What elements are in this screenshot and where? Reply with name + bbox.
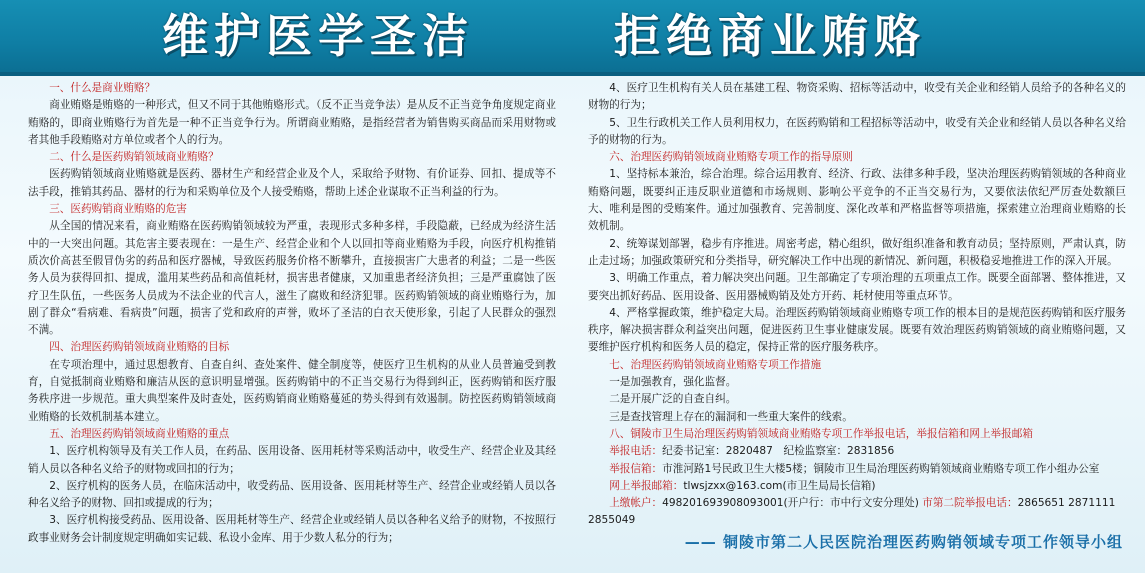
section-5-item: 1、医疗机构领导及有关工作人员，在药品、医用设备、医用耗材等采购活动中，收受生产、经营企业及其经销人员以各种名义给予的财物或回扣的行为； [28,445,556,475]
account-label: 上缴帐户： [609,497,663,510]
section-4-heading: 四、治理医药购销领域商业贿赂的目标 [49,341,230,354]
section-6-item: 1、坚持标本兼治，综合治理。综合运用教育、经济、行政、法律多种手段，坚决治理医药购销领域的各种商业贿赂问题，既要纠正违反职业道德和市场规则、影响公平竞争的不正当交易行为，又要依法依纪严厉查处数额巨大、唯利是图的受贿案件。通过加强教育、完善制度、深化改革和严格监督等项措施，探索建立治理商业贿赂的长效机制。 [588,168,1126,233]
report-phone-label: 举报电话： [609,445,663,458]
report-phone-value: 纪委书记室：2820487 纪检监察室：2831856 [662,445,895,458]
right-column [588,80,1126,530]
section-4-body: 在专项治理中，通过思想教育、自查自纠、查处案件、健全制度等，使医疗卫生机构的从业人员普遍受到教育，自觉抵制商业贿赂和廉洁从医的意识明显增强。医药购销中的不正当交易行为得到纠正，医药购销和医疗服务秩序进一步规范。重大典型案件及时查处，医药购销商业贿赂蔓延的势头得到有效遏制。防控医药购销领域商业贿赂的长效机制基本建立。 [28,358,556,423]
section-5-item: 2、医疗机构的医务人员，在临床活动中，收受药品、医用设备、医用耗材等生产、经营企业或经销人员以各种名义给予的财物、回扣或提成的行为； [28,479,556,510]
section-8-heading: 八、铜陵市卫生局治理医药购销领域商业贿赂专项工作举报电话，举报信箱和网上举报邮箱 [609,427,1033,440]
signature: —— 铜陵市第二人民医院治理医药购销领域专项工作领导小组 [684,533,1123,551]
section-5-item: 4、医疗卫生机构有关人员在基建工程、物资采购、招标等活动中，收受有关企业和经销人员给予的各种名义的财物的行为； [588,82,1126,112]
section-6-heading: 六、治理医药购销领域商业贿赂专项工作的指导原则 [609,151,853,164]
report-email [588,478,1126,495]
banner-title-right: 拒绝商业贿赂 [614,9,926,63]
section-5-item: 5、卫生行政机关工作人员利用权力，在医药购销和工程招标等活动中，收受有关企业和经销人员以各种名义给予的财物的行为。 [588,116,1126,146]
hospital-phone-value: 2865651 2871111 2855049 [588,497,1116,527]
section-7-item: 一是加强教育，强化监督。 [609,376,737,389]
section-7-heading: 七、治理医药购销领域商业贿赂专项工作措施 [609,358,822,371]
section-7-item: 三是查找管理上存在的漏洞和一些重大案件的线索。 [609,410,853,423]
report-mailbox-label: 举报信箱： [609,462,663,475]
left-column [28,80,556,547]
section-7-item: 二是开展广泛的自查自纠。 [609,393,737,406]
section-6-item: 4、严格掌握政策，维护稳定大局。治理医药购销领域商业贿赂专项工作的根本目的是规范医药购销和医疗服务秩序，解决损害群众利益突出问题，促进医药卫生事业健康发展。既要有效治理医药购销领域的商业贿赂问题，又要维护医疗机构和医务人员的稳定，保持正常的医疗服务秩序。 [588,306,1126,354]
section-1-body: 商业贿赂是贿赂的一种形式，但又不同于其他贿赂形式。（反不正当竞争法）是从反不正当竞争角度规定商业贿赂的，即商业贿赂行为首先是一种不正当竞争行为。所谓商业贿赂，是指经营者为销售购买商品而采用财物或者其他手段贿赂对方单位或者个人的行为。 [28,99,556,146]
section-2-heading: 二、什么是医药购销领域商业贿赂？ [49,151,219,164]
banner-title-left: 维护医学圣洁 [162,9,474,63]
report-email-value: tlwsjzxx@163.com(市卫生局局长信箱) [683,479,876,492]
report-phone [588,443,1126,460]
section-5-item: 3、医疗机构接受药品、医用设备、医用耗材等生产、经营企业或经销人员以各种名义给予的财物，不按照行政事业财务会计制度规定明确如实记载、私设小金库、用于少数人私分的行为； [28,514,556,544]
section-3-body: 从全国的情况来看，商业贿赂在医药购销领域较为严重，表现形式多种多样，手段隐蔽，已经成为经济生活中的一大突出问题。其危害主要表现在：一是生产、经营企业和个人以回扣等商业贿赂为手段，向医疗机构推销质次价高甚至假冒伪劣的药品和医疗器械，导致医药服务价格不断攀升，直接损害广大患者的利益；二是一些医务人员为获得回扣、提成，滥用某些药品和高值耗材，损害患者健康，又加重患者经济负担；三是严重腐蚀了医疗卫生队伍，一些医务人员成为不法企业的代言人，滋生了腐败和经济犯罪。医药购销领域的商业贿赂行为，加剧了群众“看病难、看病贵”问题，损害了党和政府的声誉，败坏了圣洁的白衣天使形象，引起了人民群众的强烈不满。 [28,220,556,337]
section-1-heading: 一、什么是商业贿赂？ [49,82,156,94]
section-3-heading: 三、医药购销商业贿赂的危害 [49,203,187,216]
section-6-item: 2、统筹谋划部署，稳步有序推进。周密考虑，精心组织，做好组织准备和教育动员；坚持原则，严肃认真，防止走过场；加强政策研究和分类指导，研究解决工作中出现的新情况、新问题，积极稳妥地推进工作的深入开展。 [588,237,1126,267]
account-and-hospital-phone [588,495,1126,530]
section-6-item: 3、明确工作重点，着力解决突出问题。卫生部确定了专项治理的五项重点工作。既要全面部署、整体推进，又要突出抓好药品、医用设备、医用器械购销及处方开药、耗材使用等重点环节。 [588,272,1126,302]
report-mailbox [588,461,1126,478]
report-email-label: 网上举报邮箱： [609,479,684,492]
hospital-phone-label: 市第二院举报电话： [922,497,1018,510]
title-banner [0,0,1145,76]
section-5-heading: 五、治理医药购销领域商业贿赂的重点 [49,427,230,440]
section-2-body: 医药购销领域商业贿赂就是医药、器材生产和经营企业及个人，采取给予财物、有价证券、回扣、提成等不法手段，推销其药品、器材的行为和采购单位及个人接受贿赂，帮助上述企业谋取不正当利益的行为。 [28,168,556,198]
report-mailbox-value: 市淮河路1号民政卫生大楼5楼；铜陵市卫生局治理医药购销领域商业贿赂专项工作小组办公室 [662,462,1100,475]
account-value: 498201693908093001(开户行：市中行文安分理处) [662,497,919,510]
